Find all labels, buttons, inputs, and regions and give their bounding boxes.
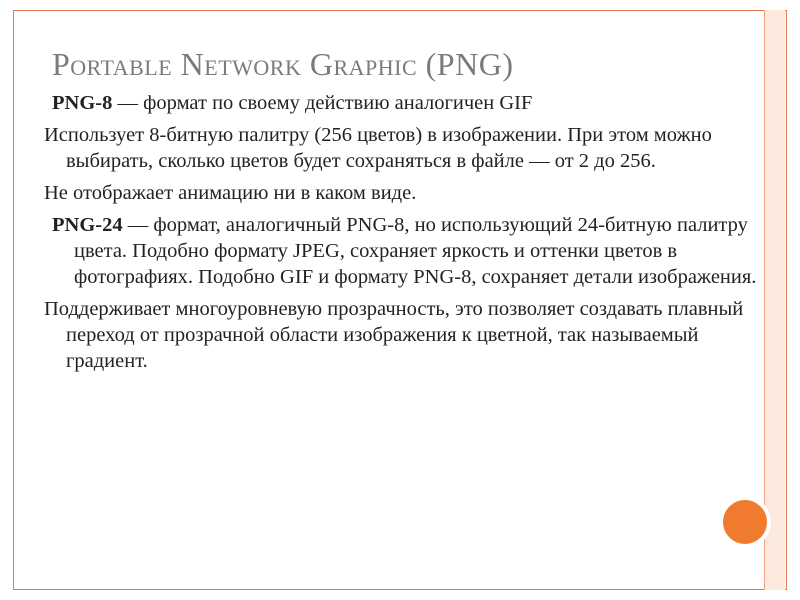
paragraph-png8: [52, 90, 764, 116]
png8-description: — формат по своему действию аналогичен GIF: [112, 92, 533, 114]
png24-description: — формат, аналогичный PNG-8, но использующий 24-битную палитру цвета. Подобно формату JPEG, сохраняет яркость и оттенки цветов в фотографиях. Подобно GIF и формату PNG-8, сохраняет детали изображения.: [74, 214, 757, 288]
slide-body: [44, 90, 764, 380]
transparency-text: Поддерживает многоуровневую прозрачность, это позволяет создавать плавный переход от прозрачной области изображения к цветной, так называемый градиент.: [44, 298, 744, 372]
decorative-circle-icon: [719, 496, 771, 548]
animation-text: Не отображает анимацию ни в каком виде.: [44, 182, 417, 204]
palette-text: Использует 8-битную палитру (256 цветов) в изображении. При этом можно выбирать, сколько цветов будет сохраняться в файле — от 2 до 256.: [44, 124, 712, 172]
paragraph-palette: [44, 122, 764, 174]
decorative-side-bar: [764, 10, 785, 590]
paragraph-png24: [52, 212, 764, 290]
png24-term: PNG-24: [52, 214, 123, 236]
paragraph-animation: [44, 180, 764, 206]
slide-title: Portable Network Graphic (PNG): [52, 46, 514, 82]
paragraph-transparency: [44, 296, 764, 374]
png8-term: PNG-8: [52, 92, 113, 114]
